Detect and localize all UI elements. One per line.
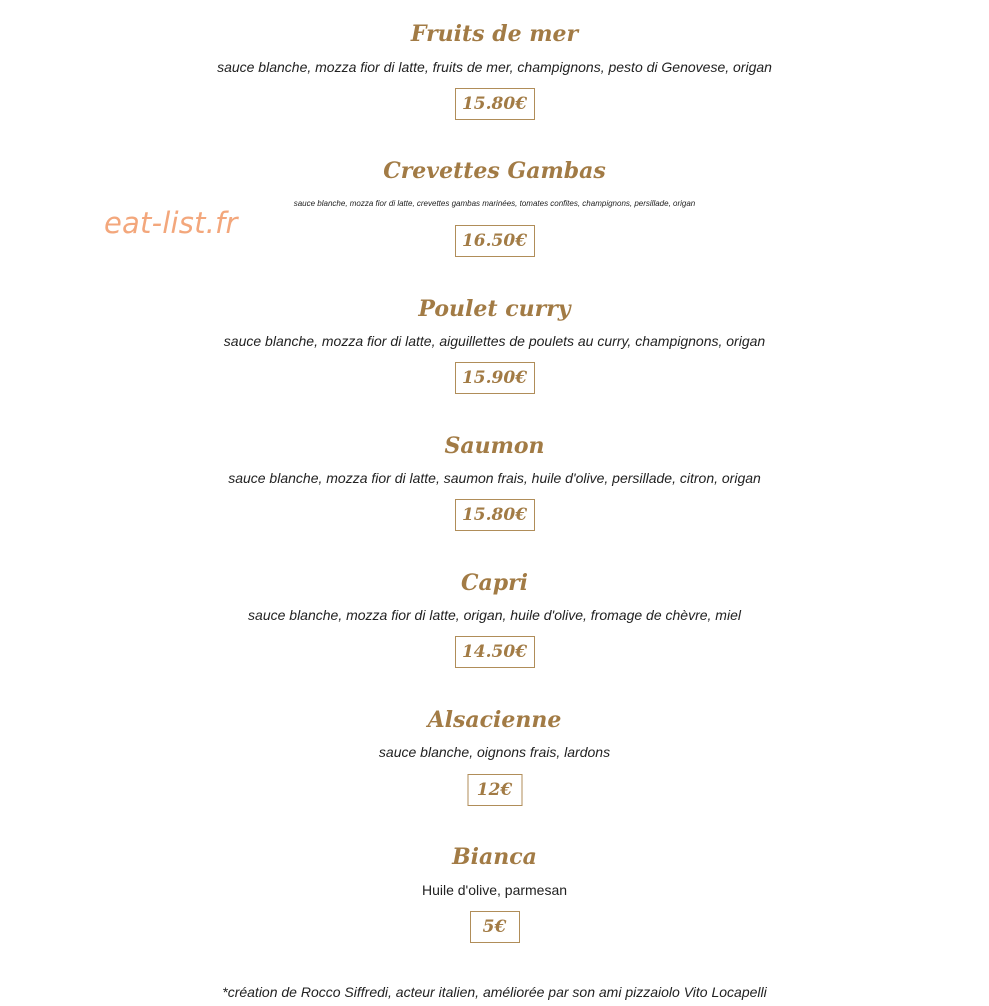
menu-item-name: Fruits de mer — [410, 21, 579, 47]
menu-item-description: sauce blanche, mozza fior di latte, aiguillettes de poulets au curry, champignons, origan — [223, 333, 766, 349]
watermark-text: eat-list.fr — [104, 206, 238, 240]
menu-item-price: 15.80€ — [455, 499, 535, 531]
menu-item-name: Alsacienne — [427, 707, 562, 733]
menu-item-name: Saumon — [444, 433, 545, 459]
menu-item-description: Huile d'olive, parmesan — [421, 882, 568, 898]
menu-item-name: Crevettes Gambas — [383, 158, 606, 184]
menu-item-description: sauce blanche, oignons frais, lardons — [378, 744, 611, 760]
menu-item-name: Bianca — [452, 844, 537, 870]
menu-item-name: Capri — [460, 570, 529, 596]
footnote: *création de Rocco Siffredi, acteur italien, améliorée par son ami pizzaiolo Vito Locapelli — [222, 984, 767, 1000]
menu-item-description: sauce blanche, mozza fior di latte, crevettes gambas marinées, tomates confites, champignons, persillade, origan — [293, 199, 696, 208]
menu-item-price: 5€ — [470, 911, 520, 943]
menu-item-description: sauce blanche, mozza fior di latte, origan, huile d'olive, fromage de chèvre, miel — [248, 607, 741, 623]
menu-item-name: Poulet curry — [418, 296, 571, 322]
menu-item-price: 12€ — [467, 774, 522, 806]
menu-item-description: sauce blanche, mozza fior di latte, fruits de mer, champignons, pesto di Genovese, origan — [217, 59, 772, 75]
menu-item-price: 15.90€ — [455, 362, 535, 394]
menu-item-price: 15.80€ — [455, 88, 535, 120]
menu-item-description: sauce blanche, mozza fior di latte, saumon frais, huile d'olive, persillade, citron, origan — [228, 470, 761, 486]
menu-item-price: 16.50€ — [455, 225, 535, 257]
menu-item-price: 14.50€ — [455, 636, 535, 668]
